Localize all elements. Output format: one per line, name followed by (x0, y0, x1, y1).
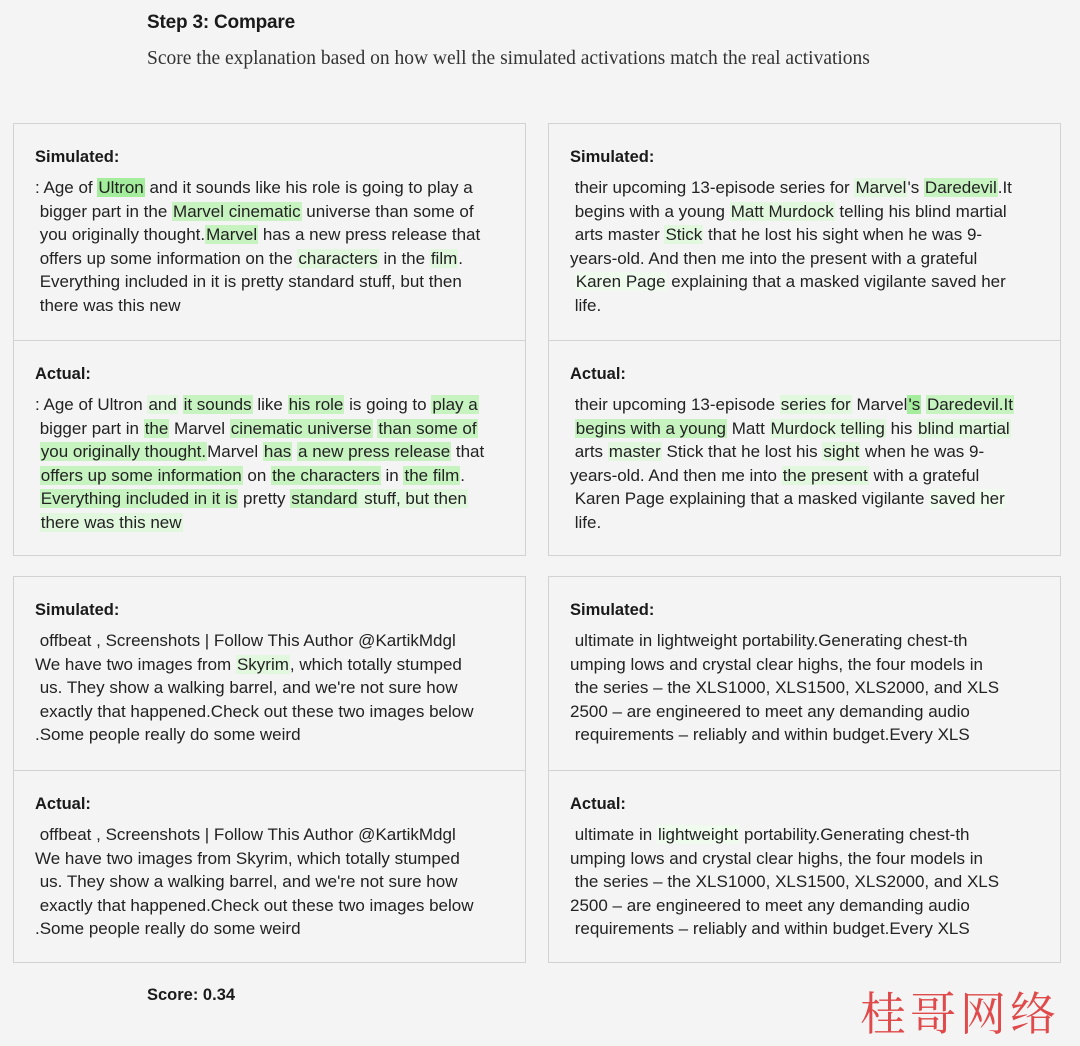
text-token: like (252, 395, 288, 414)
text-token: 2500 – are engineered to meet any demanding audio (570, 895, 970, 915)
text-token: .Some people really do some weird (35, 725, 301, 745)
comparison-card-skyrim (13, 576, 526, 963)
text-token: the series – the XLS1000, XLS1500, XLS2000, and XLS (570, 872, 1000, 892)
step-title: Step 3: Compare (147, 12, 295, 33)
text-token: : Age of (35, 178, 98, 197)
text-line (35, 870, 515, 894)
simulated-label: Simulated: (35, 601, 120, 619)
activation-highlight: begins with a young (575, 418, 727, 438)
text-line (35, 270, 515, 294)
text-token: , which totally stumped (289, 654, 462, 674)
text-line (570, 870, 1050, 894)
simulated-label: Simulated: (570, 601, 655, 619)
text-token: ultimate in (570, 825, 657, 844)
text-line (570, 440, 1050, 464)
activation-highlight: saved her (930, 489, 1005, 509)
text-token: telling his blind martial (834, 201, 1007, 221)
activation-highlight: characters (298, 248, 378, 268)
simulated-label: Simulated: (570, 148, 655, 166)
text-token: the series – the XLS1000, XLS1500, XLS2000, and XLS (570, 678, 1000, 698)
text-token: ultimate in lightweight portability.Generating chest-th (570, 631, 968, 650)
simulated-text (35, 629, 515, 747)
text-token: .It (997, 178, 1012, 197)
text-line (570, 176, 1050, 200)
activation-highlight: the film (404, 465, 460, 485)
text-token: 's (907, 178, 924, 197)
text-line (35, 294, 515, 318)
text-line (35, 393, 515, 417)
text-token: offers up some information on the (35, 248, 298, 268)
text-token: arts master (570, 225, 665, 245)
text-token: explaining that a masked vigilante saved her (666, 272, 1006, 292)
text-token: bigger part in the (35, 201, 173, 221)
text-token: We have two images from Skyrim, which totally stumped (35, 848, 460, 868)
comparison-card-daredevil (548, 123, 1061, 556)
text-token: Marvel (207, 442, 263, 462)
text-line (570, 823, 1050, 847)
text-line (570, 676, 1050, 700)
text-token: Karen Page explaining that a masked vigilante (570, 489, 930, 509)
text-token: exactly that happened.Check out these two images below (35, 701, 474, 721)
text-line (35, 894, 515, 918)
text-line (35, 176, 515, 200)
activation-highlight: lightweight (657, 825, 739, 844)
simulated-text (35, 176, 515, 318)
activation-highlight: Karen Page (575, 272, 666, 292)
text-token: is going to (344, 395, 432, 414)
activation-highlight: standard (291, 489, 358, 509)
text-token: . (460, 465, 466, 485)
activation-highlight: it sounds (183, 395, 252, 414)
text-token: and it sounds like his role is going to play a (144, 178, 473, 197)
text-line (35, 653, 515, 677)
text-token: pretty (238, 489, 291, 509)
text-token: Marvel (851, 395, 908, 414)
text-token: : Age of Ultron (35, 395, 148, 414)
actual-section (14, 770, 525, 962)
activation-highlight: there was this new (40, 512, 182, 532)
simulated-text (570, 629, 1050, 747)
activation-highlight: the present (782, 465, 868, 485)
text-token: requirements – reliably and within budget.Every XLS (570, 919, 970, 939)
activation-highlight: Daredevil (924, 178, 997, 197)
simulated-section (549, 577, 1060, 770)
text-token: bigger part in (35, 418, 144, 438)
activation-highlight: offers up some information (40, 465, 242, 485)
text-token: in the (378, 248, 430, 268)
actual-section (14, 340, 525, 555)
text-token: that (451, 442, 485, 462)
text-token: Everything included in it is pretty standard stuff, but then (35, 272, 462, 292)
actual-label: Actual: (35, 365, 91, 383)
text-token: his (885, 418, 918, 438)
actual-section (549, 770, 1060, 962)
actual-label: Actual: (570, 795, 626, 813)
text-line (35, 847, 515, 871)
actual-section (549, 340, 1060, 555)
text-line (35, 629, 515, 653)
text-line (570, 511, 1050, 535)
text-line (570, 200, 1050, 224)
actual-text (570, 823, 1050, 941)
text-token: us. They show a walking barrel, and we're not sure how (35, 872, 458, 892)
text-line (570, 894, 1050, 918)
text-line (570, 629, 1050, 653)
activation-highlight: the (144, 418, 169, 438)
text-line (570, 464, 1050, 488)
score-value: Score: 0.34 (147, 986, 236, 1004)
text-line (570, 417, 1050, 441)
text-token: requirements – reliably and within budget.Every XLS (570, 725, 970, 745)
watermark-text: 桂哥网络 (860, 987, 1060, 1041)
text-token: Matt (727, 418, 770, 438)
activation-highlight: his role (288, 395, 344, 414)
activation-highlight: Daredevil.It (926, 395, 1013, 414)
activation-highlight: Everything included in it is (40, 489, 238, 509)
text-token: portability.Generating chest-th (739, 825, 970, 844)
text-line (35, 487, 515, 511)
text-token: life. (570, 295, 602, 315)
text-token: umping lows and crystal clear highs, the four models in (570, 848, 983, 868)
activation-highlight: Marvel cinematic (173, 201, 301, 221)
text-line (570, 653, 1050, 677)
activation-highlight: Marvel (855, 178, 907, 197)
simulated-section (549, 124, 1060, 340)
text-token: offbeat , Screenshots | Follow This Author @KartikMdgl (35, 631, 456, 650)
text-line (35, 200, 515, 224)
activation-highlight: Ultron (98, 178, 144, 197)
text-token: umping lows and crystal clear highs, the four models in (570, 654, 983, 674)
text-token: their upcoming 13-episode series for (570, 178, 855, 197)
activation-highlight: stuff, but then (359, 489, 467, 509)
text-token: there was this new (35, 295, 181, 315)
comparison-card-xls (548, 576, 1061, 963)
activation-highlight: 's (908, 395, 921, 414)
activation-highlight: Murdock telling (770, 418, 885, 438)
text-line (35, 417, 515, 441)
activation-highlight: play a (432, 395, 478, 414)
text-token: 2500 – are engineered to meet any demanding audio (570, 701, 970, 721)
simulated-section (14, 124, 525, 340)
text-line (35, 917, 515, 941)
text-token: . (458, 248, 463, 268)
text-token: universe than some of (301, 201, 474, 221)
text-token: us. They show a walking barrel, and we're not sure how (35, 678, 458, 698)
text-line (570, 723, 1050, 747)
text-token: you originally thought. (35, 225, 206, 245)
text-line (35, 247, 515, 271)
text-token (178, 395, 183, 414)
text-token: Stick that he lost his (661, 442, 823, 462)
activation-highlight: series for (780, 395, 851, 414)
text-line (35, 723, 515, 747)
text-line (570, 223, 1050, 247)
simulated-section (14, 577, 525, 770)
activation-highlight: Skyrim (236, 654, 289, 674)
activation-highlight: you originally thought. (40, 442, 207, 462)
text-token: .Some people really do some weird (35, 919, 301, 939)
text-token: in (380, 465, 404, 485)
actual-label: Actual: (35, 795, 91, 813)
text-token: offbeat , Screenshots | Follow This Author @KartikMdgl (35, 825, 456, 844)
text-token: exactly that happened.Check out these two images below (35, 895, 474, 915)
activation-highlight: Marvel (206, 225, 258, 245)
text-line (35, 700, 515, 724)
activation-highlight: blind martial (918, 418, 1010, 438)
text-line (570, 294, 1050, 318)
text-line (570, 487, 1050, 511)
activation-highlight: Matt Murdock (730, 201, 834, 221)
activation-highlight: has (263, 442, 292, 462)
text-token: begins with a young (570, 201, 730, 221)
actual-text (35, 393, 515, 535)
text-line (35, 823, 515, 847)
activation-highlight: cinematic universe (230, 418, 372, 438)
activation-highlight: than some of (378, 418, 477, 438)
simulated-label: Simulated: (35, 148, 120, 166)
text-token: life. (570, 512, 602, 532)
step-description: Score the explanation based on how well the simulated activations match the real activations (147, 48, 870, 69)
text-token: their upcoming 13-episode (570, 395, 780, 414)
text-token: has a new press release that (258, 225, 481, 245)
actual-text (570, 393, 1050, 535)
simulated-text (570, 176, 1050, 318)
text-line (35, 511, 515, 535)
text-token: with a grateful (868, 465, 980, 485)
actual-label: Actual: (570, 365, 626, 383)
text-token: years-old. And then me into the present with a grateful (570, 248, 978, 268)
text-line (570, 700, 1050, 724)
activation-highlight: sight (823, 442, 860, 462)
text-token: arts (570, 442, 608, 462)
text-line (570, 393, 1050, 417)
text-token: that he lost his sight when he was 9- (703, 225, 983, 245)
activation-highlight: a new press release (298, 442, 451, 462)
text-line (35, 223, 515, 247)
activation-highlight: and (148, 395, 177, 414)
text-line (35, 464, 515, 488)
text-line (570, 270, 1050, 294)
text-line (570, 847, 1050, 871)
text-line (570, 247, 1050, 271)
text-line (570, 917, 1050, 941)
activation-highlight: Stick (665, 225, 703, 245)
comparison-card-ultron (13, 123, 526, 556)
actual-text (35, 823, 515, 941)
text-token: We have two images from (35, 654, 236, 674)
text-token: Marvel (169, 418, 230, 438)
text-line (35, 676, 515, 700)
activation-highlight: master (608, 442, 661, 462)
text-token: when he was 9- (860, 442, 985, 462)
activation-highlight: the characters (272, 465, 380, 485)
text-line (35, 440, 515, 464)
text-token: on (242, 465, 272, 485)
text-token: years-old. And then me into (570, 465, 782, 485)
activation-highlight: film (430, 248, 458, 268)
